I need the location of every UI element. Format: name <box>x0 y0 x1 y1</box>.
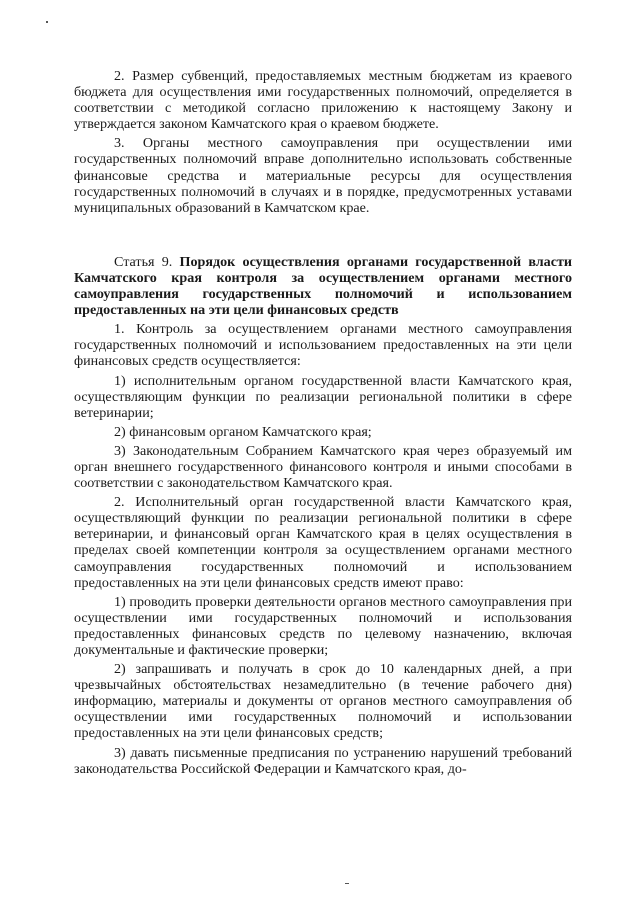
scan-speck <box>46 21 48 23</box>
paragraph: 2. Исполнительный орган государственной власти Камчатского края, осуществляющий функции по реализации региональной политики в сфере ветеринарии, и финансовый орган Камчатского края в целях осуществления в пределах своей компетенции контроля за осуществлением органами местного самоуправления государственных полномочий и использованием предоставленных на эти цели финансовых средств имеют право: <box>74 494 572 591</box>
document-page <box>74 68 572 777</box>
paragraph: 2) финансовым органом Камчатского края; <box>114 423 372 440</box>
paragraph: 1) проводить проверки деятельности органов местного самоуправления при осуществлении ими государственных полномочий и использования предоставленных финансовых средств по целевому назначению, включая документальные и фактические проверки; <box>74 593 572 658</box>
article-heading <box>74 254 572 318</box>
section-subsidies <box>74 68 572 216</box>
paragraph: 2. Размер субвенций, предоставляемых местным бюджетам из краевого бюджета для осуществления ими государственных полномочий, определяется в соответствии с методикой согласно приложению к настоящему Закону и утверждается законом Камчатского края о краевом бюджете. <box>74 68 572 133</box>
paragraph: 3) Законодательным Собранием Камчатского края через образуемый им орган внешнего государственного финансового контроля и иными способами в соответствии с законодательством Камчатского края. <box>74 442 572 492</box>
article-title: Порядок осуществления органами государственной власти Камчатского края контроля за осуществлением органами местного самоуправления государственных полномочий и использованием предоставленных на эти цели финансовых средств <box>74 253 572 319</box>
section-control <box>74 321 572 777</box>
paragraph: 2) запрашивать и получать в срок до 10 календарных дней, а при чрезвычайных обстоятельствах незамедлительно (в течение рабочего дня) информацию, материалы и документы от органов местного самоуправления об осуществлении ими государственных полномочий и использовании предоставленных на эти цели финансовых средств; <box>74 661 572 742</box>
paragraph: 3. Органы местного самоуправления при осуществлении ими государственных полномочий вправе дополнительно использовать собственные финансовые средства и материальные ресурсы для осуществления государственных полномочий в случаях и в порядке, предусмотренных уставами муниципальных образований в Камчатском крае. <box>74 135 572 216</box>
paragraph: 1) исполнительным органом государственной власти Камчатского края, осуществляющим функции по реализации региональной политики в сфере ветеринарии; <box>74 372 572 421</box>
scan-speck <box>345 883 349 884</box>
paragraph: 3) давать письменные предписания по устранению нарушений требований законодательства Российской Федерации и Камчатского края, до- <box>74 744 572 777</box>
section-gap <box>74 216 572 254</box>
paragraph: 1. Контроль за осуществлением органами местного самоуправления государственных полномочий и использованием предоставленных на эти цели финансовых средств осуществляется: <box>74 321 572 370</box>
article-number: Статья 9. <box>114 253 180 270</box>
